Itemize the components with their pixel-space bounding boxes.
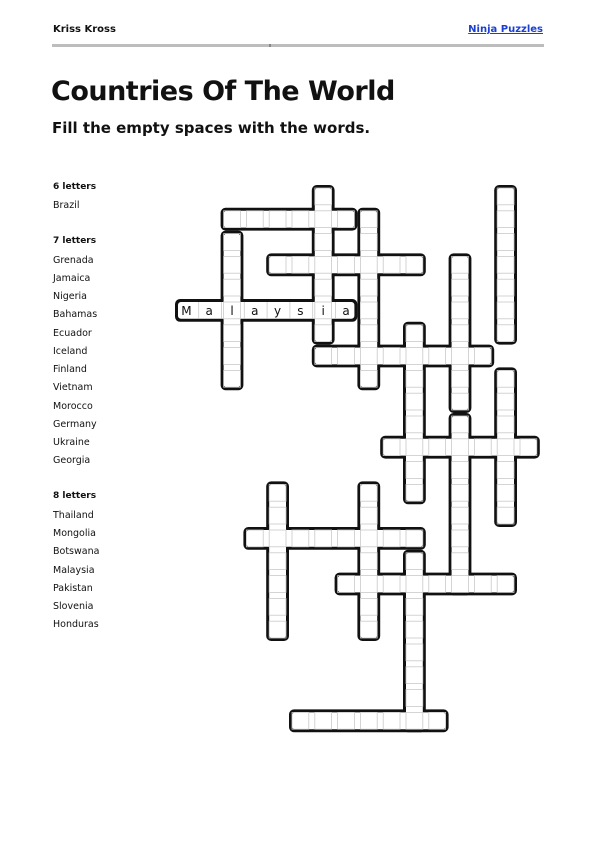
- given-letter: i: [321, 303, 325, 318]
- header-link-ninja-puzzles[interactable]: Ninja Puzzles: [468, 24, 543, 35]
- word-item: Finland: [53, 364, 87, 375]
- grid-cell-divider: [198, 302, 199, 319]
- grid-cell-divider: [312, 302, 313, 319]
- word-item: Honduras: [53, 619, 99, 630]
- word-item: Nigeria: [53, 291, 87, 302]
- word-item: Jamaica: [53, 273, 91, 284]
- word-item: Malaysia: [53, 565, 95, 576]
- word-item: Germany: [53, 419, 97, 430]
- word-item: Vietnam: [53, 382, 93, 393]
- word-item: Slovenia: [53, 601, 94, 612]
- word-slot-fill: [406, 325, 423, 501]
- word-item: Ecuador: [53, 328, 92, 339]
- grid-cell-divider: [335, 302, 336, 319]
- word-slot-fill: [452, 416, 469, 592]
- given-letter: s: [297, 303, 304, 318]
- grid-cell-divider: [267, 302, 268, 319]
- group-label-6: 6 letters: [53, 182, 97, 192]
- word-item: Bahamas: [53, 309, 98, 320]
- word-item: Grenada: [53, 255, 94, 266]
- word-slot-fill: [360, 211, 377, 387]
- word-slot-fill: [224, 211, 355, 228]
- word-item: Mongolia: [53, 528, 96, 539]
- word-item: Thailand: [53, 510, 94, 521]
- page-subtitle: Fill the empty spaces with the words.: [52, 119, 371, 137]
- word-item: Ukraine: [53, 437, 90, 448]
- word-item: Botswana: [53, 546, 100, 557]
- group-label-7: 7 letters: [53, 236, 97, 246]
- grid-cell-divider: [244, 302, 245, 319]
- given-letter: a: [205, 303, 213, 318]
- given-word-fill: [178, 302, 354, 319]
- page-title: Countries Of The World: [51, 76, 395, 107]
- given-letter: M: [181, 303, 192, 318]
- word-item: Brazil: [53, 200, 80, 211]
- grid-cell-divider: [290, 302, 291, 319]
- word-item: Morocco: [53, 401, 93, 412]
- word-item: Georgia: [53, 455, 91, 466]
- word-slot-fill: [406, 553, 423, 729]
- header-left-label: Kriss Kross: [53, 24, 116, 35]
- given-letter: a: [251, 303, 259, 318]
- word-item: Pakistan: [53, 583, 93, 594]
- group-label-8: 8 letters: [53, 491, 97, 501]
- given-letter: l: [230, 303, 234, 318]
- word-item: Iceland: [53, 346, 88, 357]
- given-letter: a: [342, 303, 350, 318]
- given-letter: y: [274, 303, 282, 318]
- grid-cell-divider: [221, 302, 222, 319]
